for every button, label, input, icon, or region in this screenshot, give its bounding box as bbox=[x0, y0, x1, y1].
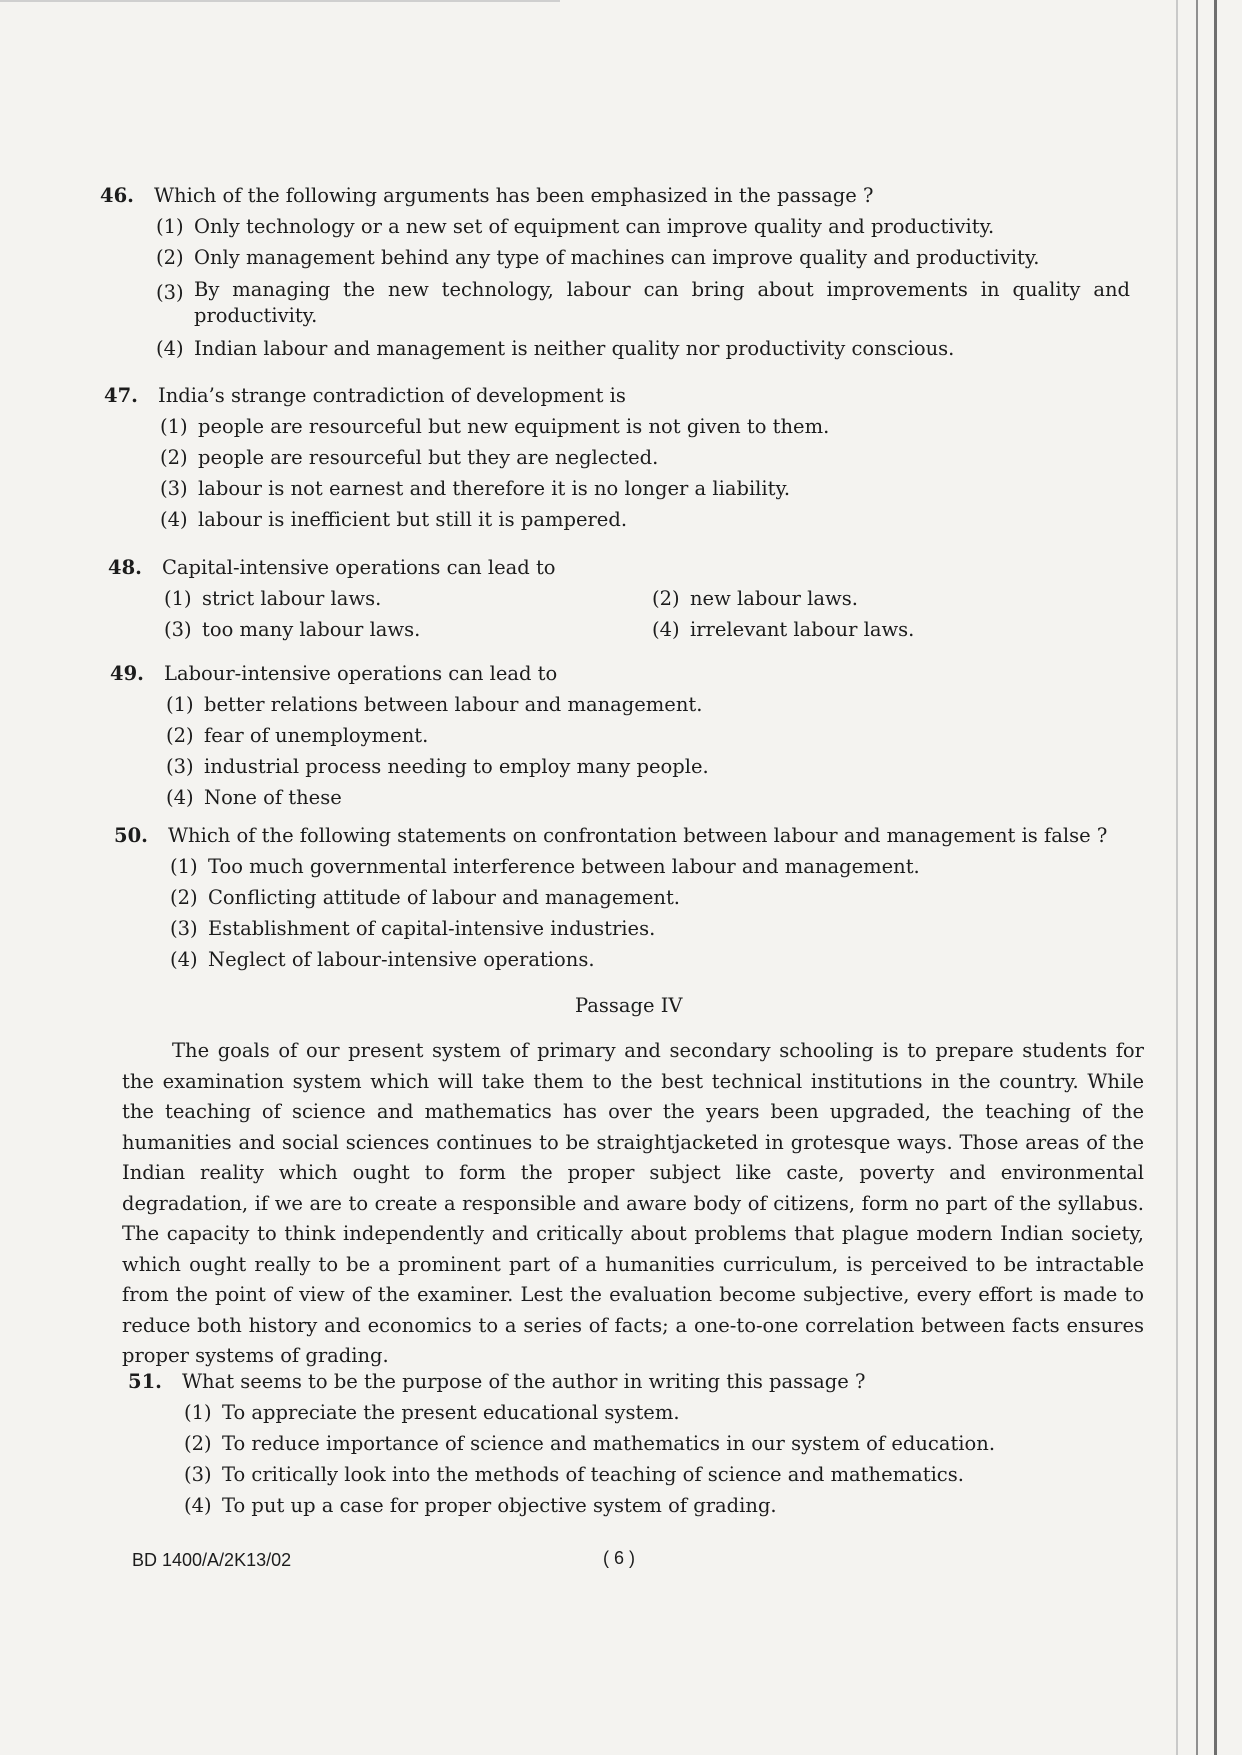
option-label: (3) bbox=[164, 618, 192, 641]
question-number: 46. bbox=[100, 184, 134, 207]
option-3 bbox=[156, 277, 1130, 329]
option-label: (1) bbox=[156, 215, 184, 238]
option-label: (3) bbox=[166, 755, 194, 778]
option-text: To critically look into the methods of teaching of science and mathematics. bbox=[222, 1463, 964, 1486]
option-2 bbox=[160, 442, 1104, 473]
question-number: 50. bbox=[114, 824, 148, 847]
option-text: industrial process needing to employ many people. bbox=[204, 755, 709, 778]
option-text: To put up a case for proper objective system of grading. bbox=[222, 1494, 777, 1517]
question-stem: Labour-intensive operations can lead to bbox=[164, 662, 558, 685]
option-2 bbox=[156, 242, 1130, 273]
option-label: (4) bbox=[170, 948, 198, 971]
passage-title: Passage IV bbox=[575, 994, 683, 1017]
option-text: strict labour laws. bbox=[202, 587, 382, 610]
option-3 bbox=[166, 751, 1090, 782]
option-label: (2) bbox=[184, 1432, 212, 1455]
option-text: To reduce importance of science and mathematics in our system of education. bbox=[222, 1432, 996, 1455]
option-text: better relations between labour and management. bbox=[204, 693, 703, 716]
option-label: (4) bbox=[184, 1494, 212, 1517]
scan-edge-shadow bbox=[1196, 0, 1198, 1755]
option-4 bbox=[166, 782, 1090, 813]
question-49 bbox=[110, 658, 1090, 813]
option-1 bbox=[160, 411, 1104, 442]
option-text: Too much governmental interference between labour and management. bbox=[208, 855, 920, 878]
option-4 bbox=[170, 944, 1174, 975]
option-label: (3) bbox=[160, 477, 188, 500]
option-text: irrelevant labour laws. bbox=[690, 618, 915, 641]
question-number: 48. bbox=[108, 556, 142, 579]
passage-body bbox=[122, 1036, 1144, 1372]
option-label: (2) bbox=[156, 246, 184, 269]
question-46 bbox=[100, 180, 1130, 364]
option-text: Establishment of capital-intensive industries. bbox=[208, 917, 656, 940]
paper-code: BD 1400/A/2K13/02 bbox=[132, 1550, 292, 1570]
option-text: labour is not earnest and therefore it is no longer a liability. bbox=[198, 477, 791, 500]
option-text: To appreciate the present educational system. bbox=[222, 1401, 680, 1424]
question-47 bbox=[104, 380, 1104, 535]
option-2 bbox=[166, 720, 1090, 751]
option-label: (2) bbox=[160, 446, 188, 469]
option-1 bbox=[156, 211, 1130, 242]
option-text: people are resourceful but they are neglected. bbox=[198, 446, 659, 469]
option-text: new labour laws. bbox=[690, 587, 858, 610]
option-label: (1) bbox=[170, 855, 198, 878]
question-number: 47. bbox=[104, 384, 138, 407]
option-text: None of these bbox=[204, 786, 342, 809]
question-stem: Which of the following arguments has been emphasized in the passage ? bbox=[154, 184, 874, 207]
option-4 bbox=[156, 333, 1130, 364]
option-2 bbox=[170, 882, 1174, 913]
option-text: fear of unemployment. bbox=[204, 724, 429, 747]
option-text: Only technology or a new set of equipment can improve quality and productivity. bbox=[194, 215, 995, 238]
question-stem: Which of the following statements on confrontation between labour and management is false ? bbox=[168, 824, 1108, 847]
option-label: (3) bbox=[156, 281, 184, 304]
scan-edge-shadow bbox=[1176, 0, 1178, 1755]
question-stem: What seems to be the purpose of the author in writing this passage ? bbox=[182, 1370, 866, 1393]
scan-top-line bbox=[0, 0, 560, 2]
option-3 bbox=[164, 614, 652, 645]
option-label: (1) bbox=[160, 415, 188, 438]
option-label: (1) bbox=[164, 587, 192, 610]
option-label: (2) bbox=[170, 886, 198, 909]
option-1 bbox=[184, 1397, 1138, 1428]
question-stem: Capital-intensive operations can lead to bbox=[162, 556, 556, 579]
option-label: (2) bbox=[166, 724, 194, 747]
option-text: Neglect of labour-intensive operations. bbox=[208, 948, 595, 971]
option-label: (4) bbox=[160, 508, 188, 531]
option-text: By managing the new technology, labour can bring about improvements in quality and productivity. bbox=[194, 278, 1130, 327]
page-number: ( 6 ) bbox=[603, 1548, 636, 1568]
question-48 bbox=[108, 552, 1068, 645]
question-51 bbox=[128, 1366, 1138, 1521]
question-stem: India’s strange contradiction of development is bbox=[158, 384, 626, 407]
option-3 bbox=[184, 1459, 1138, 1490]
option-3 bbox=[170, 913, 1174, 944]
option-label: (3) bbox=[170, 917, 198, 940]
option-label: (4) bbox=[156, 337, 184, 360]
question-number: 49. bbox=[110, 662, 144, 685]
option-label: (2) bbox=[652, 587, 680, 610]
option-label: (4) bbox=[652, 618, 680, 641]
option-1 bbox=[166, 689, 1090, 720]
option-label: (3) bbox=[184, 1463, 212, 1486]
option-text: too many labour laws. bbox=[202, 618, 421, 641]
scan-edge-shadow bbox=[1214, 0, 1217, 1755]
option-1 bbox=[164, 583, 652, 614]
option-text: Only management behind any type of machines can improve quality and productivity. bbox=[194, 246, 1040, 269]
option-1 bbox=[170, 851, 1174, 882]
question-50 bbox=[114, 820, 1174, 975]
option-label: (4) bbox=[166, 786, 194, 809]
option-text: Conflicting attitude of labour and management. bbox=[208, 886, 680, 909]
option-2 bbox=[184, 1428, 1138, 1459]
option-4 bbox=[160, 504, 1104, 535]
question-number: 51. bbox=[128, 1370, 162, 1393]
option-4 bbox=[652, 614, 1068, 645]
option-text: people are resourceful but new equipment is not given to them. bbox=[198, 415, 830, 438]
passage-text: The goals of our present system of primary and secondary schooling is to prepare students for the examination system which will take them to the best technical institutions in the country. While the teaching of science and mathematics has over the years been upgraded, the teaching of the humanities and social sciences continues to be straightjacketed in grotesque ways. Those areas of the Indian reality which ought to form the proper subject like caste, poverty and environmental degradation, if we are to create a responsible and aware body of citizens, form no part of the syllabus. The capacity to think independently and critically about problems that plague modern Indian society, which ought really to be a prominent part of a humanities curriculum, is perceived to be intractable from the point of view of the examiner. Lest the evaluation become subjective, every effort is made to reduce both history and economics to a series of facts; a one-to-one correlation between facts ensures proper systems of grading. bbox=[122, 1039, 1144, 1367]
option-3 bbox=[160, 473, 1104, 504]
option-text: Indian labour and management is neither quality nor productivity conscious. bbox=[194, 337, 955, 360]
option-label: (1) bbox=[166, 693, 194, 716]
option-label: (1) bbox=[184, 1401, 212, 1424]
option-2 bbox=[652, 583, 1068, 614]
option-4 bbox=[184, 1490, 1138, 1521]
option-text: labour is inefficient but still it is pampered. bbox=[198, 508, 628, 531]
